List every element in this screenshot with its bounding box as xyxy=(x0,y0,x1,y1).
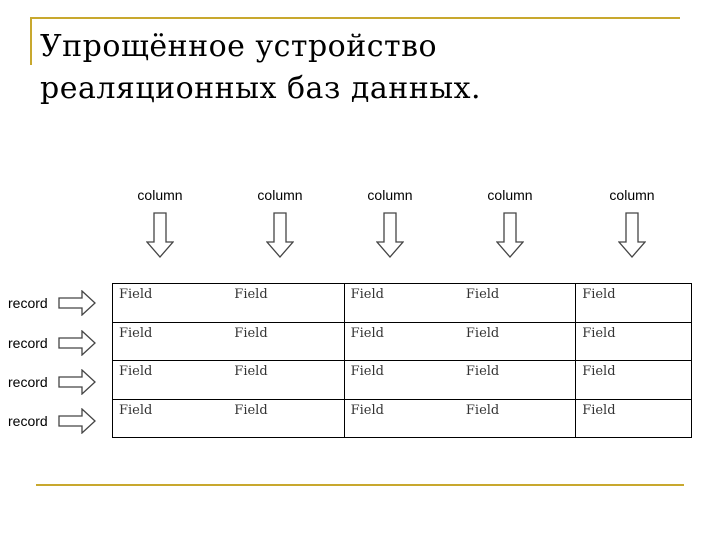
column-header xyxy=(240,186,320,258)
record-label: record xyxy=(8,413,48,429)
slide-title xyxy=(40,26,680,110)
column-label: column xyxy=(487,187,533,203)
column-header xyxy=(470,186,550,258)
field-cell: Field xyxy=(228,361,344,400)
field-cell: Field xyxy=(344,322,460,361)
field-cell: Field xyxy=(113,284,229,323)
record-label: record xyxy=(8,335,48,351)
field-cell: Field xyxy=(228,322,344,361)
bottom-rule xyxy=(36,484,684,486)
top-rule xyxy=(30,17,680,19)
field-cell: Field xyxy=(113,322,229,361)
right-arrow-icon xyxy=(58,408,96,434)
column-header xyxy=(120,186,200,258)
down-arrow-icon xyxy=(146,212,174,258)
right-arrow-icon xyxy=(58,330,96,356)
column-label: column xyxy=(257,187,303,203)
field-cell: Field xyxy=(228,399,344,438)
field-cell: Field xyxy=(460,284,576,323)
table-row xyxy=(113,284,692,323)
column-label: column xyxy=(137,187,183,203)
field-cell: Field xyxy=(576,399,692,438)
down-arrow-icon xyxy=(496,212,524,258)
record-header xyxy=(8,330,96,356)
field-cell: Field xyxy=(113,399,229,438)
table-row xyxy=(113,322,692,361)
record-header xyxy=(8,408,96,434)
column-label: column xyxy=(609,187,655,203)
record-header xyxy=(8,290,96,316)
column-label: column xyxy=(367,187,413,203)
left-rule xyxy=(30,17,32,65)
title-line-2: реаляционных баз данных. xyxy=(40,71,482,106)
field-table xyxy=(112,283,692,438)
table-row xyxy=(113,361,692,400)
record-label: record xyxy=(8,295,48,311)
field-cell: Field xyxy=(460,399,576,438)
field-cell: Field xyxy=(576,361,692,400)
field-cell: Field xyxy=(576,322,692,361)
record-header xyxy=(8,369,96,395)
down-arrow-icon xyxy=(376,212,404,258)
down-arrow-icon xyxy=(618,212,646,258)
field-cell: Field xyxy=(344,361,460,400)
column-header xyxy=(592,186,672,258)
field-cell: Field xyxy=(576,284,692,323)
field-cell: Field xyxy=(460,361,576,400)
field-cell: Field xyxy=(344,284,460,323)
field-cell: Field xyxy=(228,284,344,323)
field-cell: Field xyxy=(460,322,576,361)
down-arrow-icon xyxy=(266,212,294,258)
record-label: record xyxy=(8,374,48,390)
right-arrow-icon xyxy=(58,369,96,395)
table-row xyxy=(113,399,692,438)
column-header xyxy=(350,186,430,258)
title-line-1: Упрощённое устройство xyxy=(40,29,438,64)
right-arrow-icon xyxy=(58,290,96,316)
field-cell: Field xyxy=(113,361,229,400)
field-cell: Field xyxy=(344,399,460,438)
